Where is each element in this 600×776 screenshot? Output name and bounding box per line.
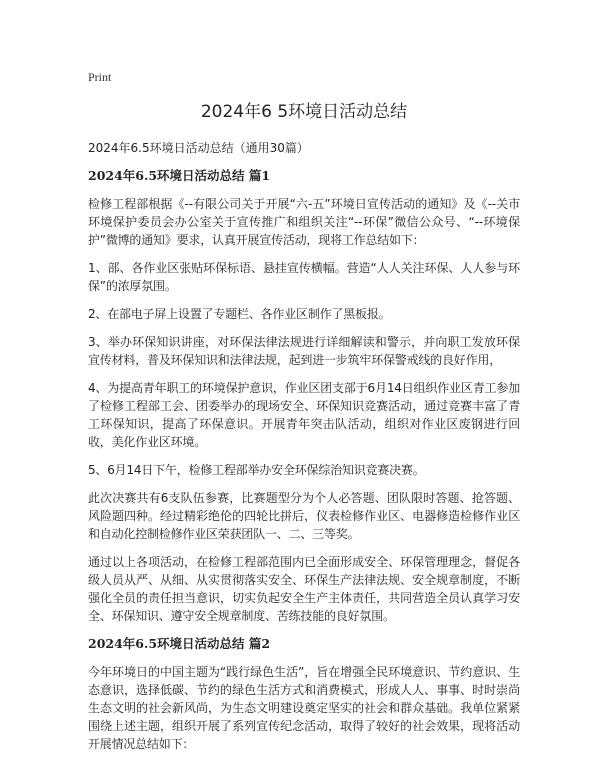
section-heading: 2024年6.5环境日活动总结 篇2 — [88, 636, 271, 651]
section-heading: 2024年6.5环境日活动总结 篇1 — [88, 168, 271, 183]
paragraph: 此次决赛共有6支队伍参赛，比赛题型分为个人必答题、团队限时答题、抢答题、风险题四种。经过精彩绝伦的四轮比拼后，仪表检修作业区、电器修造检修作业区和自动化控制检修作业区荣获团队一、二、三等奖。 — [88, 491, 520, 541]
paragraph: 今年环境日的中国主题为“践行绿色生活”，旨在增强全民环境意识、节约意识、生态意识，选择低碳、节约的绿色生活方式和消费模式，形成人人、事事、时时崇尚生态文明的社会新风尚，为生态文明建设奠定坚实的社会和群众基础。我单位紧紧围绕上述主题，组织开展了系列宣传纪念活动，取得了较好的社会效果，现将活动开展情况总结如下： — [88, 665, 520, 751]
paragraph: 1、部、各作业区张贴环保标语、悬挂宣传横幅。营造“人人关注环保、人人参与环保”的浓厚氛围。 — [88, 261, 520, 293]
print-link[interactable]: Print — [88, 70, 112, 84]
paragraph: 4、为提高青年职工的环境保护意识，作业区团支部于6月14日组织作业区青工参加了检修工程部工会、团委举办的现场安全、环保知识竞赛活动，通过竞赛丰富了青工环保知识，提高了环保意识。开展青年突击队活动，组织对作业区废钢进行回收，美化作业区环境。 — [88, 381, 520, 449]
paragraph: 5、6月14日下午，检修工程部举办安全环保综治知识竞赛决赛。 — [88, 463, 425, 477]
paragraph: 检修工程部根据《--有限公司关于开展“六-五”环境日宣传活动的通知》及《--关市环境保护委员会办公室关于宣传推广和组织关注“--环保”微信公众号、“--环境保护”微博的通知》要求，认真开展宣传活动，现将工作总结如下： — [88, 197, 520, 247]
document-subtitle: 2024年6.5环境日活动总结（通用30篇） — [88, 141, 309, 155]
paragraph: 3、举办环保知识讲座，对环保法律法规进行详细解读和警示，并向职工发放环保宣传材料，普及环保知识和法律法规，起到进一步筑牢环保警戒线的良好作用， — [88, 335, 520, 367]
paragraph: 通过以上各项活动，在检修工程部范围内已全面形成安全、环保管理理念，督促各级人员从严、从细、从实贯彻落实安全、环保生产法律法规、安全规章制度，不断强化全员的责任担当意识，切实负起安全生产主体责任，共同营造全员认真学习安全、环保知识、遵守安全规章制度、苦练技能的良好氛围。 — [88, 555, 520, 623]
paragraph: 2、在部电子屏上设置了专题栏、各作业区制作了黑板报。 — [88, 307, 391, 321]
section-1 — [88, 167, 520, 625]
section-2 — [88, 635, 520, 753]
document-page — [88, 70, 520, 763]
document-title: 2024年6 5环境日活动总结 — [200, 102, 408, 122]
